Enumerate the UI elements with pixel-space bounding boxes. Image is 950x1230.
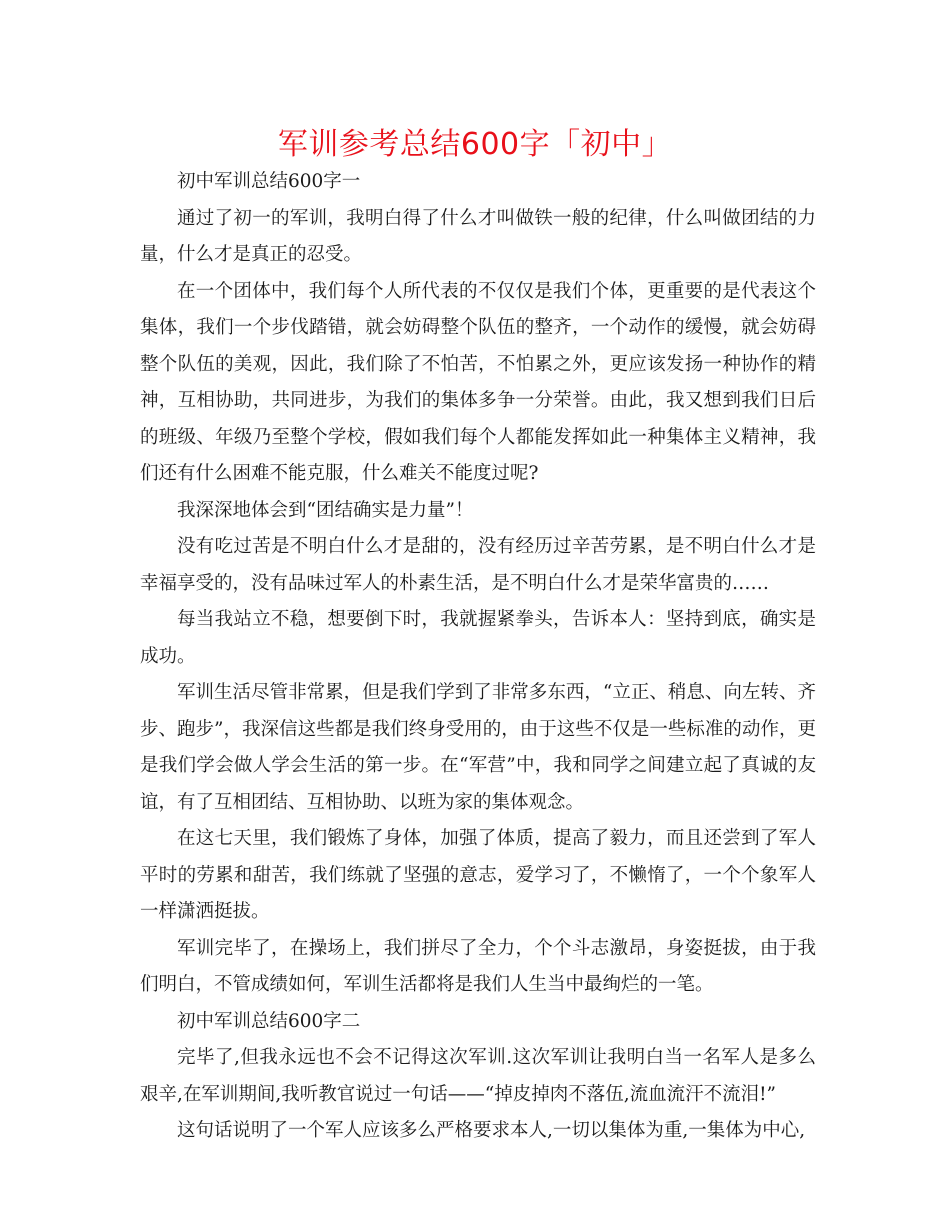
paragraph: 完毕了,但我永远也不会不记得这次军训.这次军训让我明白当一名军人是多么艰辛,在军训期间,我听教官说过一句话——“掉皮掉肉不落伍,流血流汗不流泪!” [140,1047,816,1105]
section-heading-1: 初中军训总结600字一 [177,171,361,192]
paragraph: 没有吃过苦是不明白什么才是甜的，没有经历过辛苦劳累，是不明白什么才是幸福享受的，没有品味过军人的朴素生活，是不明白什么才是荣华富贵的…… [140,536,816,594]
paragraph: 在一个团体中，我们每个人所代表的不仅仅是我们个体，更重要的是代表这个集体，我们一个步伐踏错，就会妨碍整个队伍的整齐，一个动作的缓慢，就会妨碍整个队伍的美观，因此，我们除了不怕苦，不怕累之外，更应该发扬一种协作的精神，互相协助，共同进步，为我们的集体多争一分荣誉。由此，我又想到我们日后的班级、年级乃至整个学校，假如我们每个人都能发挥如此一种集体主义精神，我们还有什么困难不能克服，什么难关不能度过呢? [140,280,816,484]
document-body [140,164,816,1150]
paragraph: 我深深地体会到“团结确实是力量”！ [177,499,474,521]
paragraph: 这句话说明了一个军人应该多么严格要求本人,一切以集体为重,一集体为中心, [177,1120,806,1141]
paragraph: 军训生活尽管非常累，但是我们学到了非常多东西，“立正、稍息、向左转、齐步、跑步”，我深信这些都是我们终身受用的，由于这些不仅是一些标准的动作，更是我们学会做人学会生活的第一步。在“军营”中，我和同学之间建立起了真诚的友谊，有了互相团结、互相协助、以班为家的集体观念。 [140,682,816,813]
paragraph: 在这七天里，我们锻炼了身体，加强了体质，提高了毅力，而且还尝到了军人平时的劳累和甜苦，我们练就了坚强的意志，爱学习了，不懒惰了，一个个象军人一样潇洒挺拔。 [140,828,816,922]
paragraph: 每当我站立不稳，想要倒下时，我就握紧拳头，告诉本人：坚持到底，确实是成功。 [140,609,816,667]
document-title: 军训参考总结600字「初中」 [277,127,673,162]
paragraph: 通过了初一的军训，我明白得了什么才叫做铁一般的纪律，什么叫做团结的力量，什么才是真正的忍受。 [140,207,816,265]
section-heading-2: 初中军训总结600字二 [177,1010,361,1032]
paragraph: 军训完毕了，在操场上，我们拼尽了全力，个个斗志激昂，身姿挺拔，由于我们明白，不管成绩如何，军训生活都将是我们人生当中最绚烂的一笔。 [140,937,816,995]
